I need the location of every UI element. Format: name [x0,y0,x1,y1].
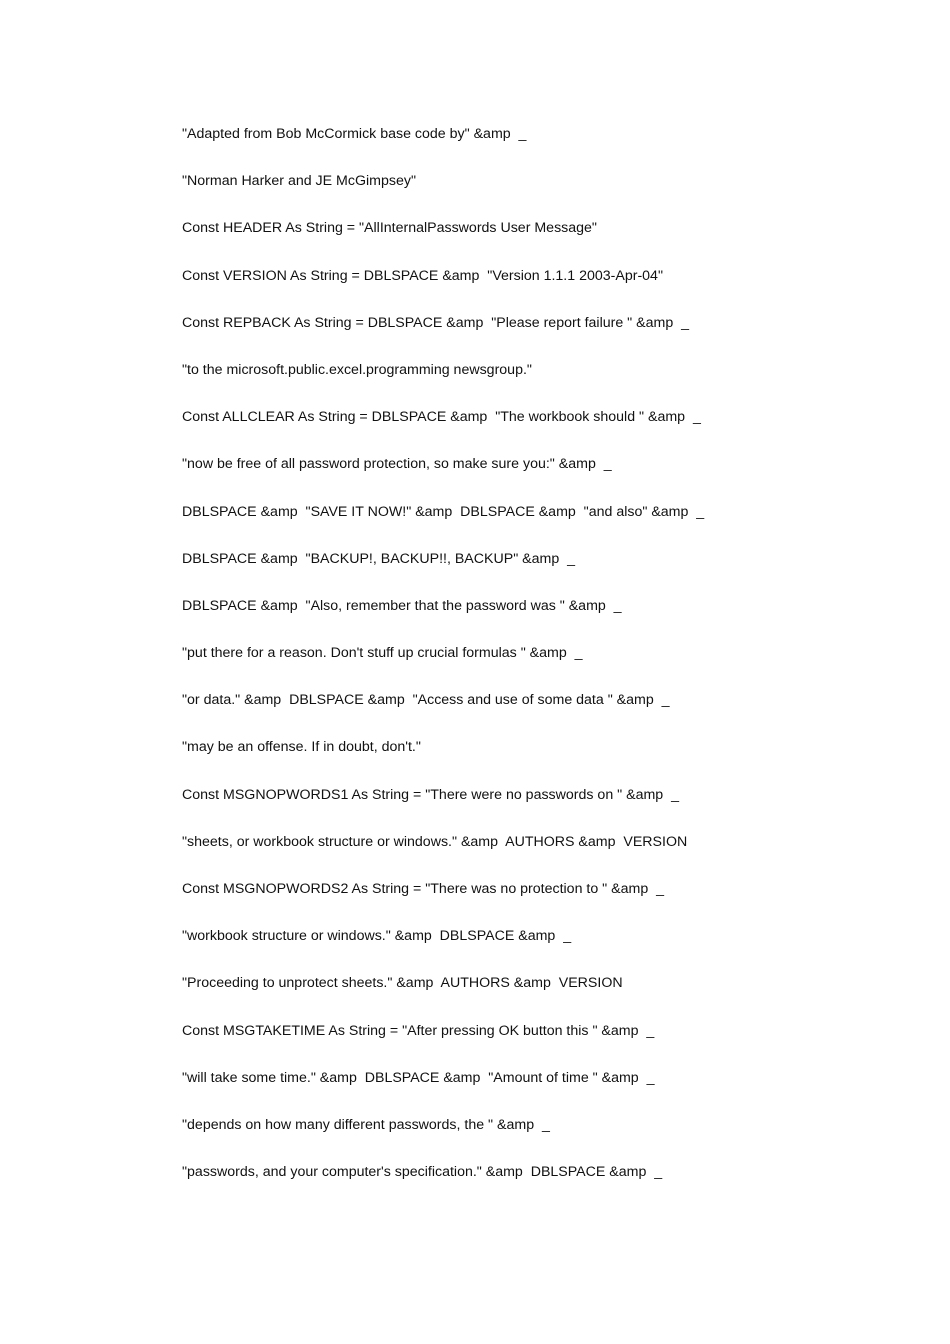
code-line: DBLSPACE &amp "BACKUP!, BACKUP!!, BACKUP" &amp _ [182,550,576,567]
code-line: "sheets, or workbook structure or windows." &amp AUTHORS &amp VERSION [182,833,688,850]
code-line: "or data." &amp DBLSPACE &amp "Access and use of some data " &amp _ [182,692,670,709]
code-line: "Norman Harker and JE McGimpsey" [182,173,416,190]
code-listing [182,124,704,1209]
code-line: Const REPBACK As String = DBLSPACE &amp "Please report failure " &amp _ [182,314,689,331]
code-line: "Proceeding to unprotect sheets." &amp AUTHORS &amp VERSION [182,975,623,992]
code-line: Const MSGTAKETIME As String = "After pressing OK button this " &amp _ [182,1022,655,1039]
code-line: Const VERSION As String = DBLSPACE &amp "Version 1.1.1 2003-Apr-04" [182,267,663,284]
code-line: Const MSGNOPWORDS2 As String = "There was no protection to " &amp _ [182,881,664,897]
code-line: DBLSPACE &amp "Also, remember that the password was " &amp _ [182,597,622,614]
code-line: Const HEADER As String = "AllInternalPasswords User Message" [182,220,597,237]
code-line: Const MSGNOPWORDS1 As String = "There were no passwords on " &amp _ [182,786,679,803]
code-line: "now be free of all password protection, so make sure you:" &amp _ [182,456,612,473]
code-line: "may be an offense. If in doubt, don't." [182,739,421,756]
code-line: "put there for a reason. Don't stuff up crucial formulas " &amp _ [182,645,583,662]
code-line: "passwords, and your computer's specification." &amp DBLSPACE &amp _ [182,1164,663,1181]
code-line: "Adapted from Bob McCormick base code by" &amp _ [182,126,527,142]
code-line: Const ALLCLEAR As String = DBLSPACE &amp "The workbook should " &amp _ [182,409,701,426]
code-line: "will take some time." &amp DBLSPACE &amp "Amount of time " &amp _ [182,1069,655,1086]
code-line: "depends on how many different passwords, the " &amp _ [182,1116,550,1133]
code-line: DBLSPACE &amp "SAVE IT NOW!" &amp DBLSPACE &amp "and also" &amp _ [182,503,705,520]
code-line: "to the microsoft.public.excel.programming newsgroup." [182,361,532,378]
code-line: "workbook structure or windows." &amp DBLSPACE &amp _ [182,928,572,945]
